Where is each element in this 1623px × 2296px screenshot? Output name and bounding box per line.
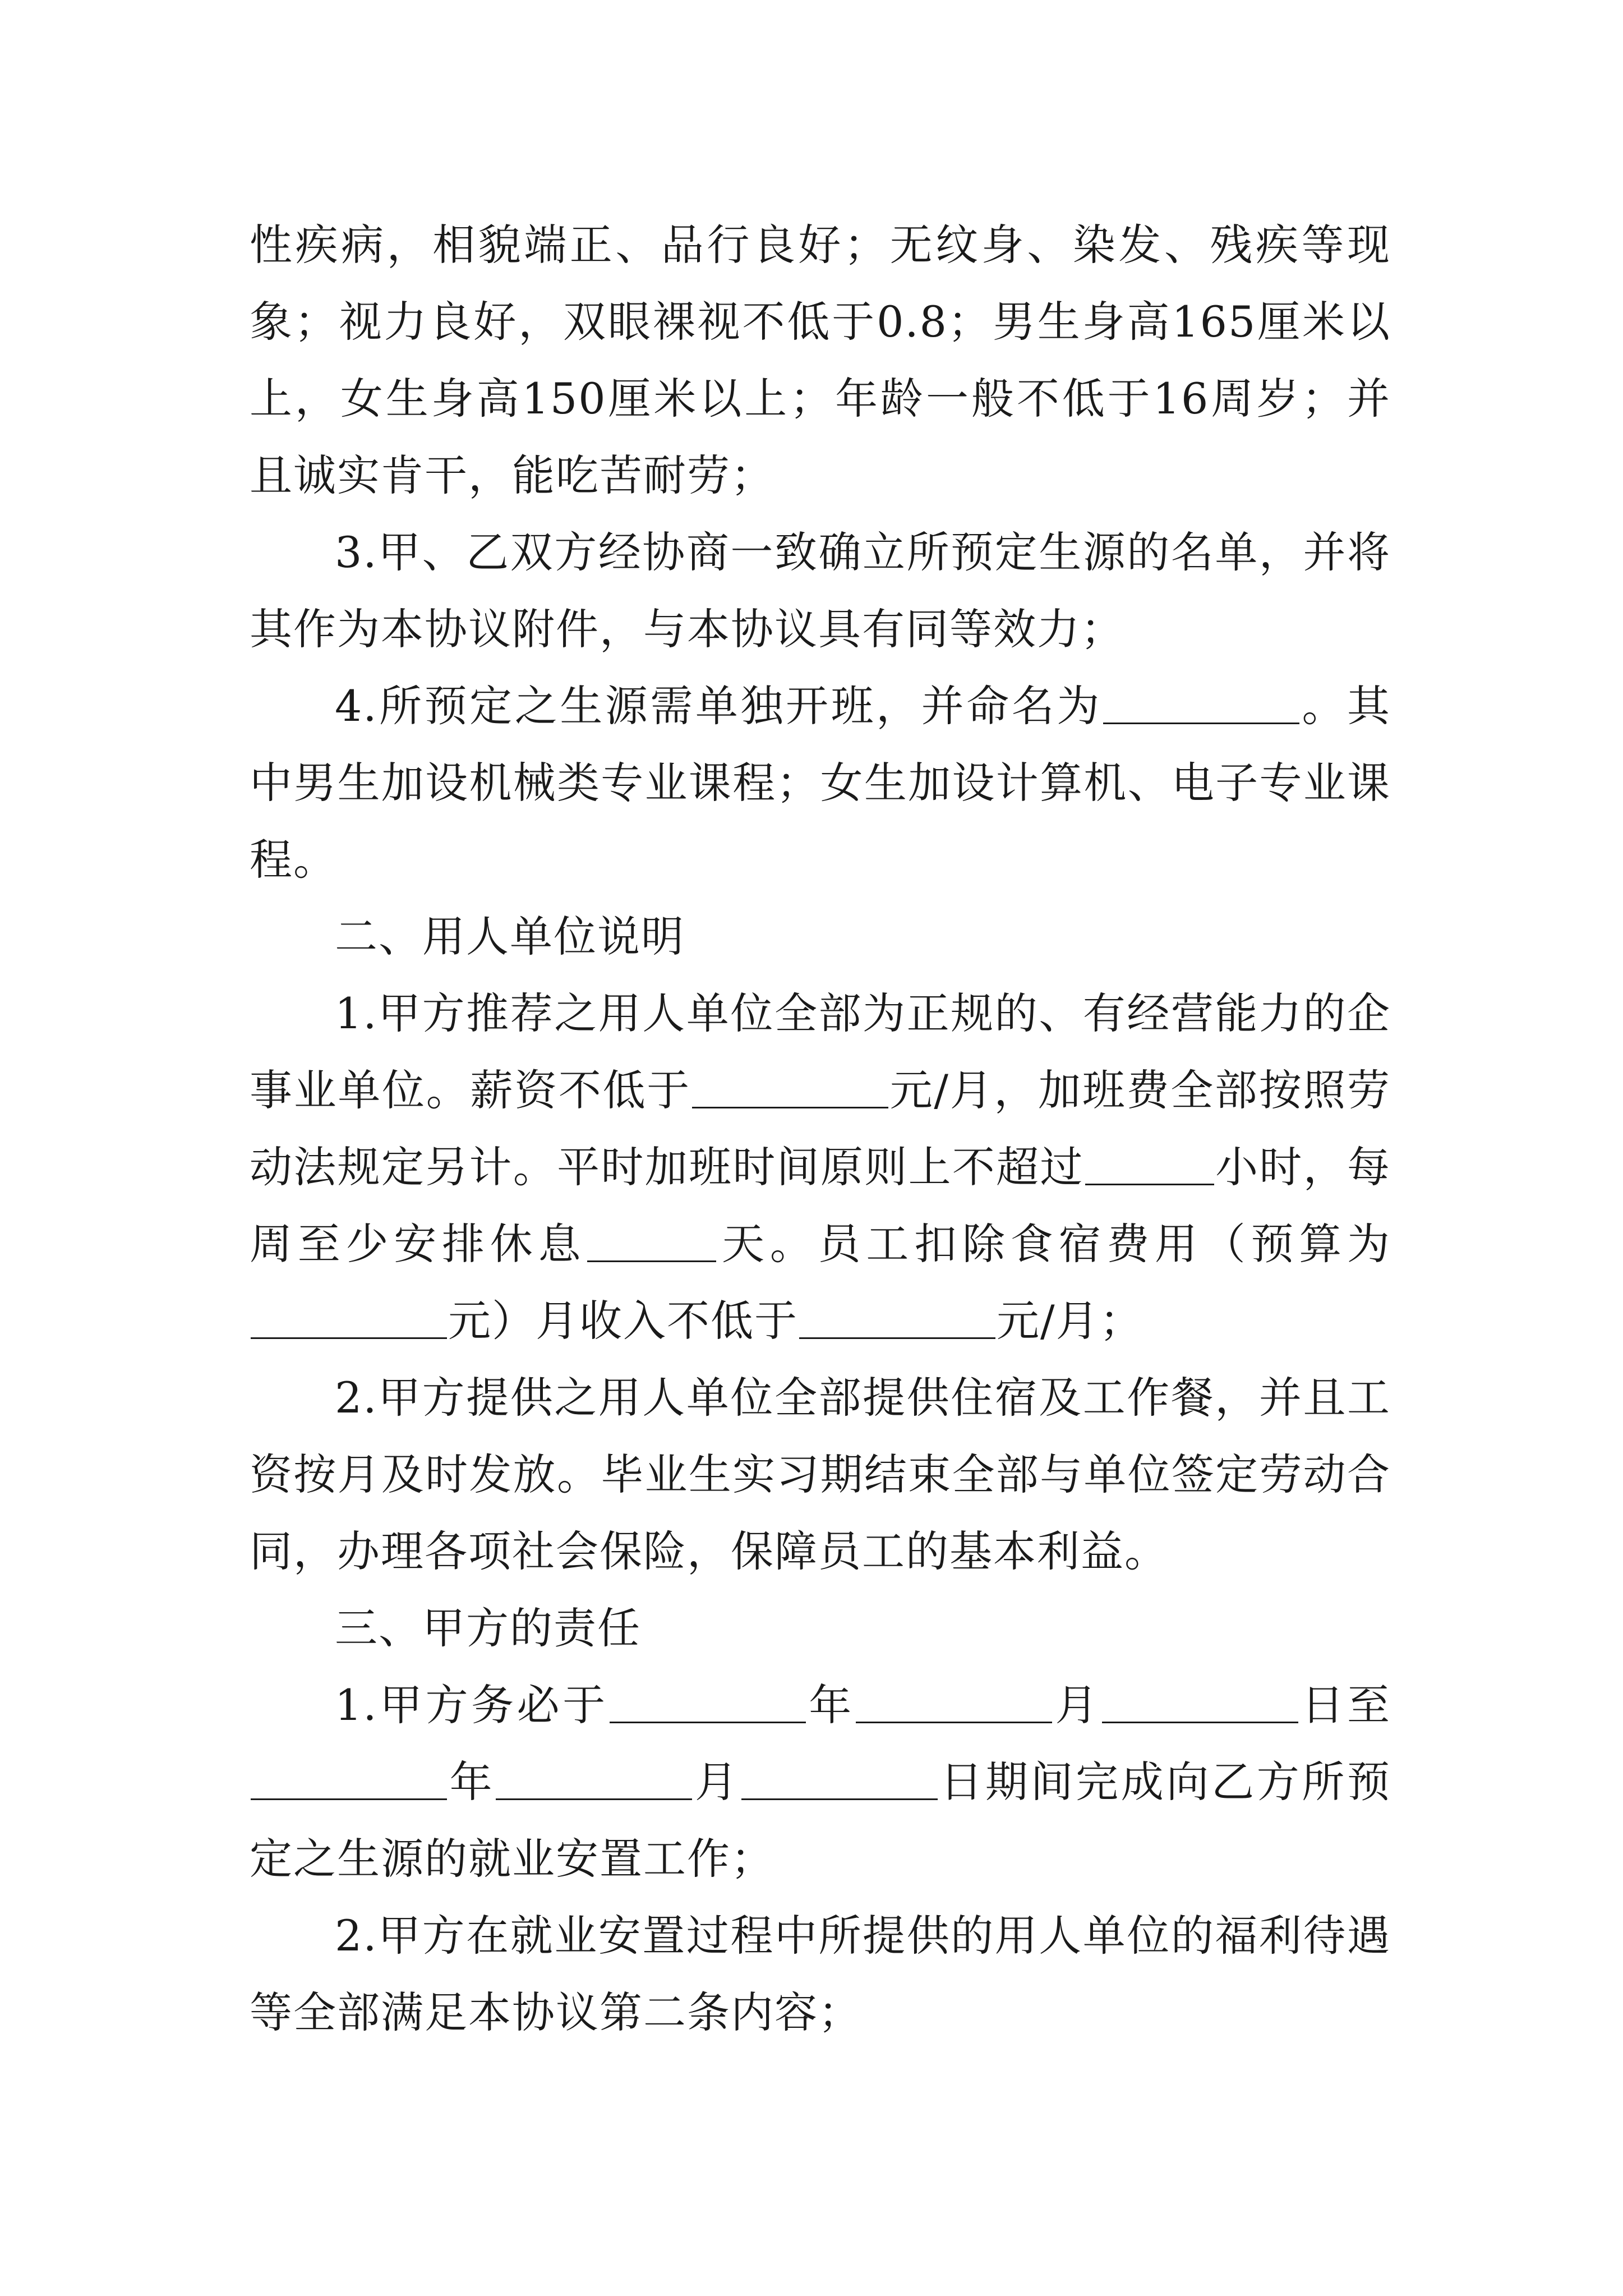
party-a-text-a: 1.甲方务必于 <box>335 1680 608 1730</box>
clause-4-text-b: 。其中男生加设机械类专业课程；女生加设计算机、电子专业课程。 <box>250 681 1391 885</box>
year-label-1: 年 <box>806 1680 855 1730</box>
net-income-blank <box>799 1295 995 1339</box>
clause-4-text-a: 4.所预定之生源需单独开班，并命名为 <box>335 681 1102 731</box>
paragraph-party-a-clause-1 <box>250 1667 1391 1897</box>
year-label-2: 年 <box>448 1757 495 1807</box>
start-year-blank <box>610 1679 806 1723</box>
month-label-2: 月 <box>693 1757 740 1807</box>
end-month-blank <box>496 1756 692 1800</box>
paragraph-clause-4 <box>250 668 1391 898</box>
paragraph-employer-clause-2: 2.甲方提供之用人单位全部提供住宿及工作餐，并且工资按月及时发放。毕业生实习期结束全部与单位签定劳动合同，办理各项社会保险，保障员工的基本利益。 <box>250 1373 1391 1576</box>
paragraph-requirements-continued: 性疾病，相貌端正、品行良好；无纹身、染发、残疾等现象；视力良好，双眼裸视不低于0.8；男生身高165厘米以上，女生身高150厘米以上；年龄一般不低于16周岁；并且诚实肯干，能吃苦耐劳； <box>250 220 1391 500</box>
employer-text-b: 元/月，加班费全部按照劳动法规定另计。平时加班时间原则上不超过 <box>250 1065 1391 1192</box>
party-a-text-rest: 日期间完成向乙方所预定之生源的就业安置工作； <box>250 1757 1391 1884</box>
employer-text-a: 1.甲方推荐之用人单位全部为正规的、有经营能力的企事业单位。薪资不低于 <box>250 988 1391 1115</box>
start-month-blank <box>856 1679 1052 1723</box>
paragraph-party-a-clause-2: 2.甲方在就业安置过程中所提供的用人单位的福利待遇等全部满足本协议第二条内容； <box>250 1911 1391 2037</box>
end-day-blank <box>741 1756 938 1800</box>
start-day-blank <box>1102 1679 1298 1723</box>
day-label-1: 日至 <box>1299 1680 1391 1730</box>
month-label-1: 月 <box>1053 1680 1101 1730</box>
rest-days-blank <box>587 1218 716 1262</box>
class-name-blank <box>1103 680 1299 724</box>
employer-text-d: 天。员工扣除食宿费用（预算为 <box>717 1219 1391 1269</box>
employer-text-e: 元）月收入不低于 <box>448 1296 798 1346</box>
employer-text-c: 小时，每周至少安排休息 <box>250 1142 1391 1269</box>
document-body <box>250 206 1391 2051</box>
section-heading-employer: 二、用人单位说明 <box>335 912 685 961</box>
overtime-hours-blank <box>1085 1141 1214 1185</box>
board-fee-blank <box>251 1295 447 1339</box>
paragraph-employer-clause-1 <box>250 975 1391 1359</box>
section-heading-party-a: 三、甲方的责任 <box>335 1603 641 1653</box>
salary-blank <box>692 1064 888 1108</box>
employer-text-f: 元/月； <box>997 1296 1144 1346</box>
paragraph-clause-3: 3.甲、乙双方经协商一致确立所预定生源的名单，并将其作为本协议附件，与本协议具有同等效力； <box>250 527 1391 654</box>
end-year-blank <box>251 1756 447 1800</box>
